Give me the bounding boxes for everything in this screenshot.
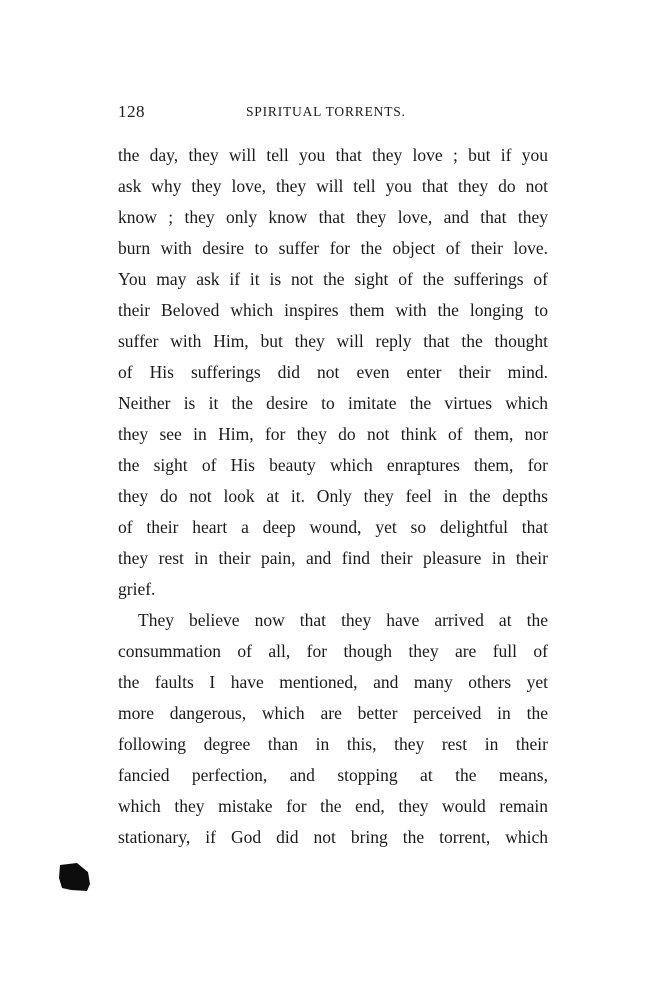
text-line: They believe now that they have arrived at the: [138, 610, 548, 630]
text-line: You may ask if it is not the sight of the sufferings of: [118, 269, 548, 289]
text-line: they rest in their pain, and find their pleasure in their: [118, 548, 548, 568]
page-header: [118, 100, 548, 126]
text-line: know ; they only know that they love, and that they: [118, 207, 548, 227]
text-line: fancied perfection, and stopping at the means,: [118, 765, 548, 785]
text-line: which they mistake for the end, they would remain: [118, 796, 548, 816]
text-line: the faults I have mentioned, and many others yet: [118, 672, 548, 692]
text-line: consummation of all, for though they are full of: [118, 641, 548, 661]
body-text: [118, 140, 548, 853]
page-number: 128: [118, 102, 145, 121]
ink-blot-mark: [57, 862, 91, 892]
text-line: stationary, if God did not bring the torrent, which: [118, 827, 548, 847]
running-head: SPIRITUAL TORRENTS.: [246, 104, 406, 119]
text-line: of their heart a deep wound, yet so delightful that: [118, 517, 548, 537]
text-line: grief.: [118, 579, 156, 599]
text-line: they see in Him, for they do not think of them, nor: [118, 424, 548, 444]
text-line: the sight of His beauty which enraptures them, for: [118, 455, 548, 475]
text-line: more dangerous, which are better perceived in the: [118, 703, 548, 723]
text-line: they do not look at it. Only they feel in the depths: [118, 486, 548, 506]
text-line: following degree than in this, they rest in their: [118, 734, 548, 754]
text-line: their Beloved which inspires them with the longing to: [118, 300, 548, 320]
text-line: ask why they love, they will tell you that they do not: [118, 176, 548, 196]
text-line: Neither is it the desire to imitate the virtues which: [118, 393, 548, 413]
text-line: burn with desire to suffer for the object of their love.: [118, 238, 548, 258]
text-line: suffer with Him, but they will reply that the thought: [118, 331, 548, 351]
text-line: of His sufferings did not even enter their mind.: [118, 362, 548, 382]
text-line: the day, they will tell you that they love ; but if you: [118, 145, 548, 165]
